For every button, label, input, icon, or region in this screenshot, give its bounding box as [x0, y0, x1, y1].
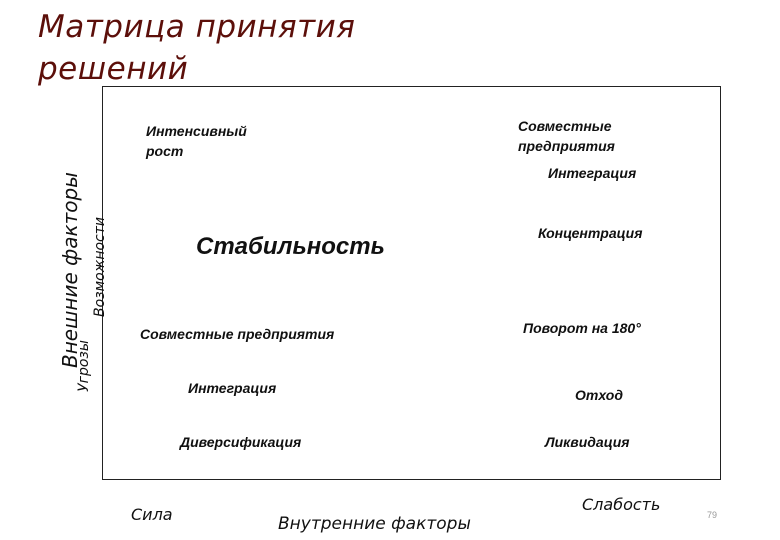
axis-label-internal-factors: Внутренние факторы: [278, 514, 471, 534]
cell-joint-ventures-top: Совместные предприятия: [518, 118, 615, 154]
axis-label-weakness: Слабость: [582, 495, 661, 514]
cell-stability: Стабильность: [196, 233, 385, 260]
axis-label-external-factors: Внешние факторы: [58, 172, 82, 368]
cell-integration-top: Интеграция: [548, 165, 637, 181]
cell-intensive-growth: Интенсивный рост: [146, 123, 247, 159]
page-title: Матрица принятия решений: [38, 9, 356, 87]
cell-joint-ventures-bottom: Совместные предприятия: [140, 326, 335, 342]
cell-integration-bottom: Интеграция: [188, 380, 277, 396]
cell-liquidation: Ликвидация: [545, 434, 630, 450]
cell-turnaround: Поворот на 180°: [523, 320, 641, 336]
axis-label-strength: Сила: [131, 505, 173, 524]
axis-label-threats: Угрозы: [76, 340, 92, 392]
cell-diversification: Диверсификация: [180, 434, 302, 450]
cell-concentration: Концентрация: [538, 225, 643, 241]
axis-label-opportunities: Возможности: [92, 216, 108, 318]
cell-exit: Отход: [575, 387, 623, 403]
page-number: 79: [707, 510, 718, 520]
